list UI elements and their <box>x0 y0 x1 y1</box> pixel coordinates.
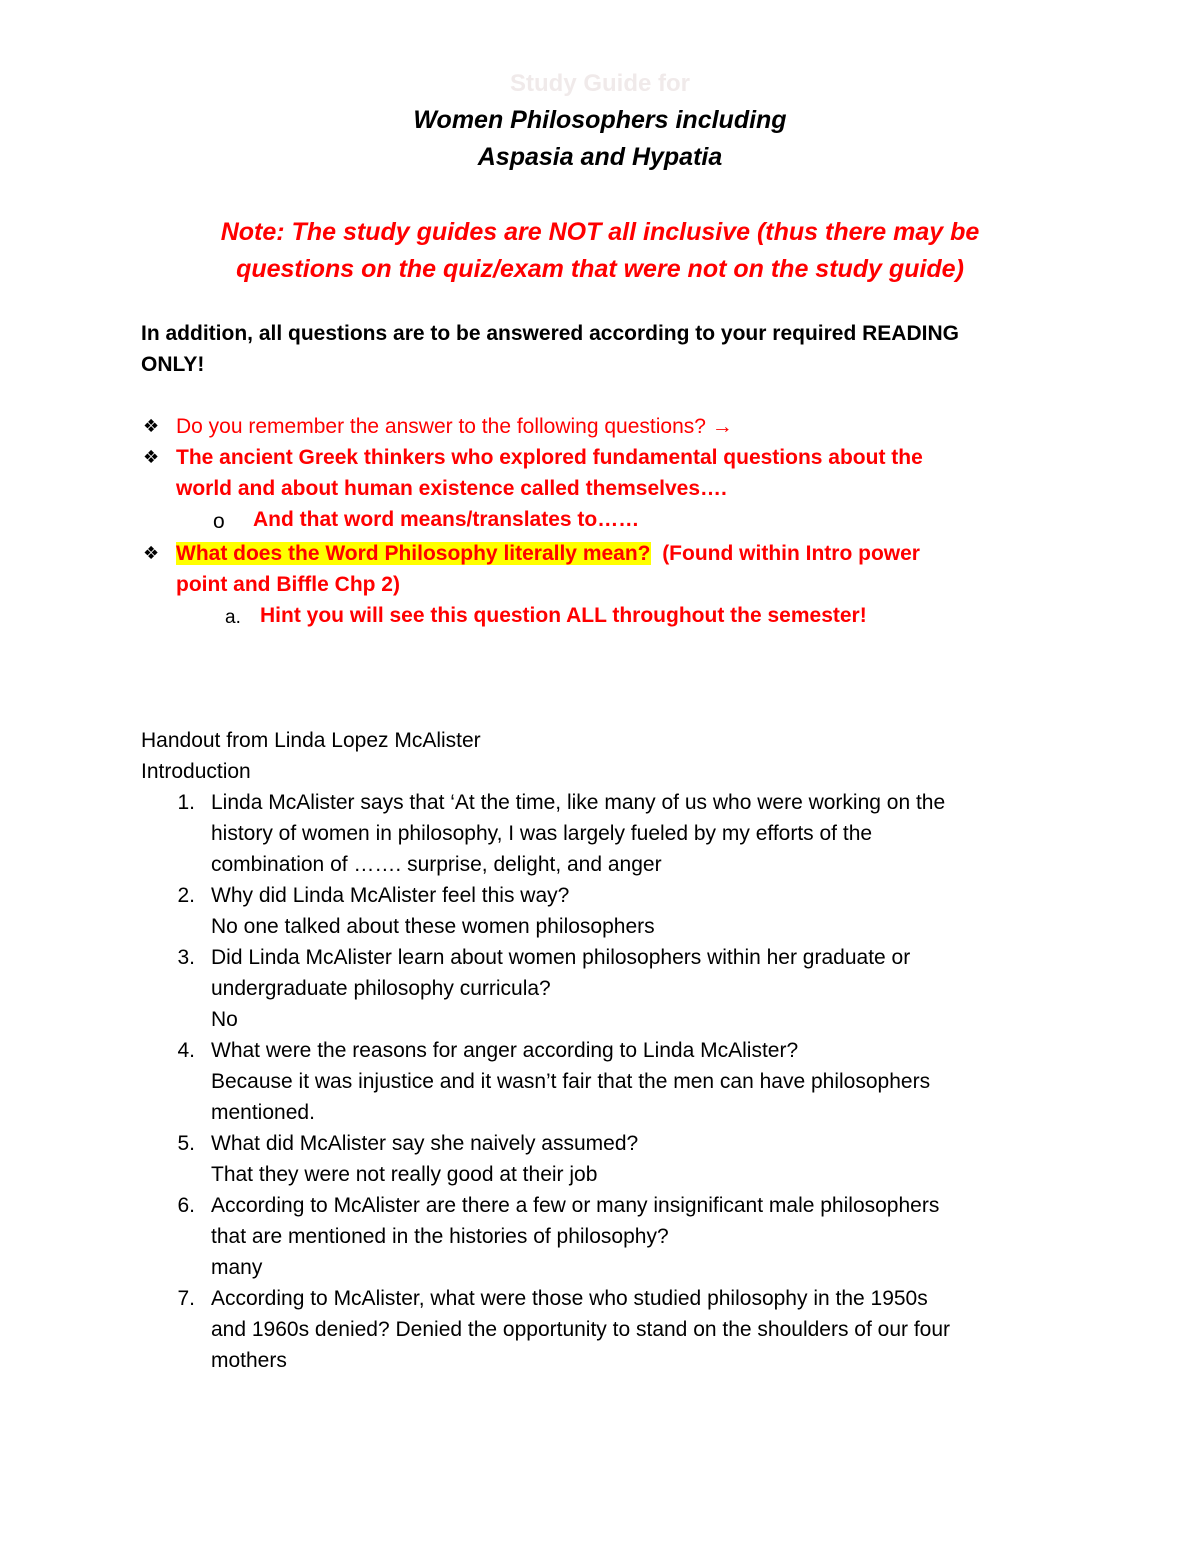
bullet-2-line-1: The ancient Greek thinkers who explored fundamental questions about the <box>176 446 923 469</box>
question-4-answer-line-1: Because it was injustice and it wasn’t fair that the men can have philosophers <box>211 1070 931 1093</box>
question-6-answer: many <box>211 1256 263 1279</box>
intro-line-1: In addition, all questions are to be answered according to your required READING <box>141 322 959 345</box>
question-3-line-2: undergraduate philosophy curricula? <box>211 977 551 1000</box>
bullet-2-sub-text: And that word means/translates to…… <box>253 508 640 531</box>
question-7-line-2: and 1960s denied? Denied the opportunity to stand on the shoulders of our four <box>211 1318 951 1341</box>
question-number: 2. <box>177 884 195 907</box>
highlighted-question: What does the Word Philosophy literally mean? <box>176 542 651 565</box>
question-3-line-1: Did Linda McAlister learn about women philosophers within her graduate or <box>211 946 911 969</box>
question-3-answer: No <box>211 1008 238 1031</box>
bullet-3-line-2: point and Biffle Chp 2) <box>176 573 400 596</box>
bullet-3-line-1 <box>176 538 920 569</box>
watermark-title: Study Guide for <box>510 70 690 97</box>
question-number: 5. <box>177 1132 195 1155</box>
bullet-1-text: Do you remember the answer to the following questions? → <box>176 415 733 438</box>
bullet-3-source: (Found within Intro power <box>662 542 920 565</box>
note-line-1: Note: The study guides are NOT all inclusive (thus there may be <box>220 218 980 246</box>
question-5-line-1: What did McAlister say she naively assumed? <box>211 1132 639 1155</box>
question-6-line-1: According to McAlister are there a few or many insignificant male philosophers <box>211 1194 940 1217</box>
bullet-3-sub-text: Hint you will see this question ALL throughout the semester! <box>260 604 867 627</box>
question-5-answer: That they were not really good at their job <box>211 1163 598 1186</box>
section-subheading: Introduction <box>141 760 251 783</box>
question-number: 4. <box>177 1039 195 1062</box>
diamond-bullet-icon: ❖ <box>143 447 160 467</box>
diamond-bullet-icon: ❖ <box>143 543 160 563</box>
sub-bullet-marker: o <box>213 510 225 533</box>
note-block <box>0 214 1200 288</box>
question-2-line-1: Why did Linda McAlister feel this way? <box>211 884 570 907</box>
question-number: 3. <box>177 946 195 969</box>
sub-item-marker: a. <box>225 607 241 628</box>
question-6-line-2: that are mentioned in the histories of philosophy? <box>211 1225 669 1248</box>
bullet-2-line-2: world and about human existence called themselves…. <box>176 477 727 500</box>
title-line-1: Women Philosophers including <box>413 106 787 134</box>
note-line-2: questions on the quiz/exam that were not on the study guide) <box>236 255 964 283</box>
question-1-line-3: combination of ……. surprise, delight, and anger <box>211 853 662 876</box>
question-4-answer-line-2: mentioned. <box>211 1101 315 1124</box>
title-line-2: Aspasia and Hypatia <box>477 143 723 171</box>
intro-line-2: ONLY! <box>141 353 205 376</box>
section-heading: Handout from Linda Lopez McAlister <box>141 729 481 752</box>
question-1-line-1: Linda McAlister says that ‘At the time, like many of us who were working on the <box>211 791 946 814</box>
question-1-line-2: history of women in philosophy, I was largely fueled by my efforts of the <box>211 822 873 845</box>
question-number: 6. <box>177 1194 195 1217</box>
question-4-line-1: What were the reasons for anger according to Linda McAlister? <box>211 1039 799 1062</box>
question-number: 7. <box>177 1287 195 1310</box>
question-2-answer: No one talked about these women philosophers <box>211 915 655 938</box>
intro-paragraph <box>141 318 1071 380</box>
question-number: 1. <box>177 791 195 814</box>
diamond-bullet-icon: ❖ <box>143 416 160 436</box>
question-7-line-3: mothers <box>211 1349 287 1372</box>
question-7-line-1: According to McAlister, what were those who studied philosophy in the 1950s <box>211 1287 928 1310</box>
